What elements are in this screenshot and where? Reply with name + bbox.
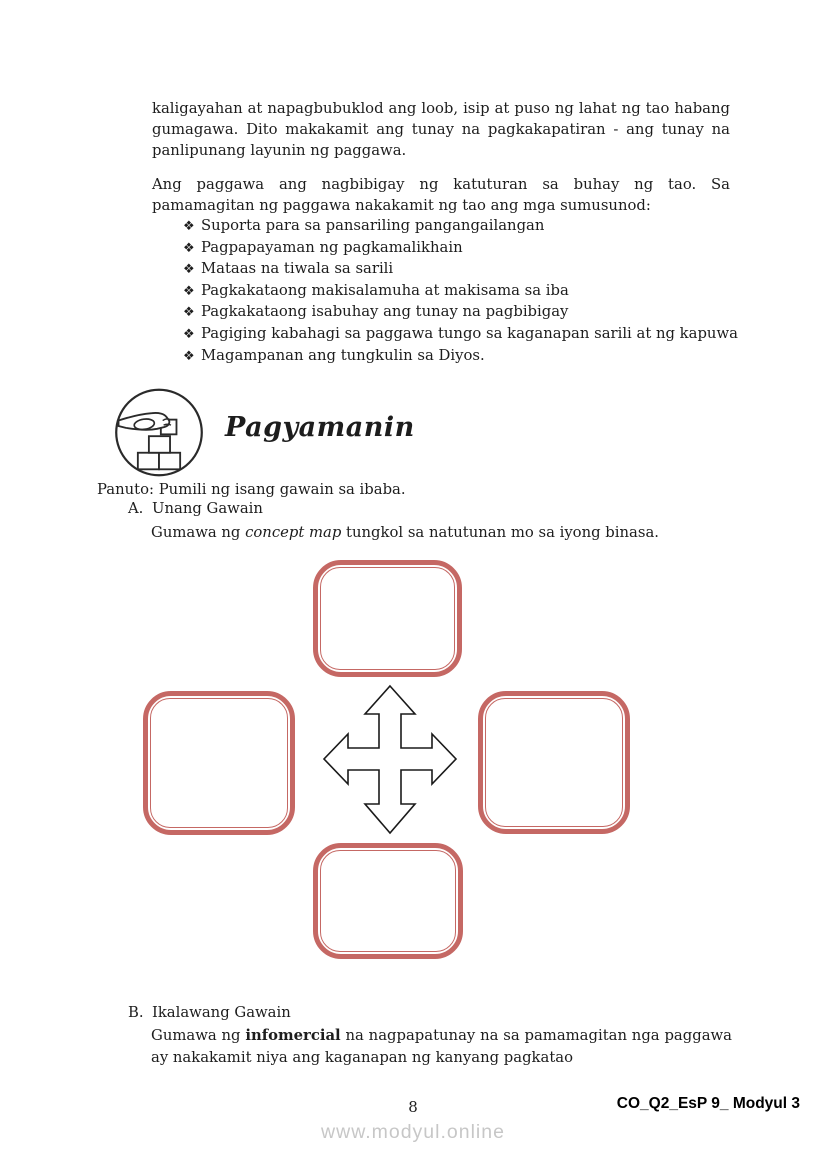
list-item-text: Mataas na tiwala sa sarili	[201, 260, 394, 278]
task-a-heading	[128, 500, 263, 517]
task-a-description	[151, 522, 732, 544]
task-a-desc-italic: concept map	[245, 524, 342, 541]
concept-map-box-left-inner	[150, 698, 288, 828]
bullet-diamond-icon: ❖	[183, 348, 195, 364]
concept-map-box-bottom-inner	[320, 850, 456, 952]
task-a-label: A.	[128, 500, 144, 517]
benefits-list	[183, 216, 738, 367]
task-b-desc-post: na nagpapatunay na sa pamamagitan nga paggawa ay nakakamit niya ang kaganapan ng kanyang pagkatao	[151, 1027, 732, 1066]
task-a-desc-post: tungkol sa natutunan mo sa iyong binasa.	[341, 524, 659, 541]
list-item	[183, 346, 738, 368]
task-a-desc-pre: Gumawa ng	[151, 524, 246, 541]
bullet-diamond-icon: ❖	[183, 240, 195, 256]
instructions: Panuto: Pumili ng isang gawain sa ibaba.	[97, 481, 406, 498]
list-item	[183, 302, 738, 324]
concept-map-box-right[interactable]	[478, 691, 630, 834]
body-paragraph-1: kaligayahan at napagbubuklod ang loob, isip at puso ng lahat ng tao habang gumagawa. Dito makakamit ang tunay na pagkakapatiran - ang tunay na panlipunang layunin ng paggawa.	[152, 100, 730, 159]
concept-map-box-right-inner	[485, 698, 623, 827]
module-code: CO_Q2_EsP 9_ Modyul 3	[616, 1095, 800, 1112]
list-item-text: Pagiging kabahagi sa paggawa tungo sa kaganapan sarili at ng kapuwa	[201, 324, 738, 342]
task-b-heading	[128, 1004, 291, 1021]
page-number: 8	[408, 1098, 418, 1116]
list-item-text: Pagkakataong makisalamuha at makisama sa iba	[201, 281, 569, 299]
list-item-text: Suporta para sa pansariling pangangailangan	[201, 217, 545, 234]
concept-map-box-top-inner	[320, 567, 455, 670]
hand-stacking-blocks-icon	[113, 385, 205, 480]
bullet-diamond-icon: ❖	[183, 219, 195, 234]
concept-map-box-left[interactable]	[143, 691, 295, 835]
body-paragraph-2: Ang paggawa ang nagbibigay ng katuturan sa buhay ng tao. Sa pamamagitan ng paggawa nakakamit ng tao ang mga sumusunod:	[152, 176, 730, 214]
task-b-title: Ikalawang Gawain	[152, 1004, 291, 1021]
task-b-label: B.	[128, 1004, 144, 1021]
concept-map-box-bottom[interactable]	[313, 843, 463, 959]
concept-map-box-top[interactable]	[313, 560, 462, 677]
watermark: www.modyul.online	[321, 1121, 505, 1143]
task-b-desc-bold: infomercial	[245, 1027, 341, 1044]
four-way-arrow-icon	[322, 684, 458, 835]
bullet-diamond-icon: ❖	[183, 283, 195, 299]
section-title: Pagyamanin	[225, 412, 415, 443]
list-item	[183, 324, 738, 346]
list-item	[183, 216, 738, 238]
list-item-text: Pagpapayaman ng pagkamalikhain	[201, 238, 463, 256]
bullet-diamond-icon: ❖	[183, 305, 195, 321]
list-item	[183, 238, 738, 260]
list-item-text: Pagkakataong isabuhay ang tunay na pagbibigay	[201, 303, 569, 321]
list-item	[183, 281, 738, 303]
bullet-diamond-icon: ❖	[183, 326, 195, 342]
task-a-title: Unang Gawain	[152, 500, 263, 517]
bullet-diamond-icon: ❖	[183, 262, 195, 278]
task-b-desc-pre: Gumawa ng	[151, 1027, 246, 1044]
task-b-description	[151, 1025, 732, 1068]
list-item	[183, 259, 738, 281]
list-item-text: Magampanan ang tungkulin sa Diyos.	[201, 346, 485, 364]
